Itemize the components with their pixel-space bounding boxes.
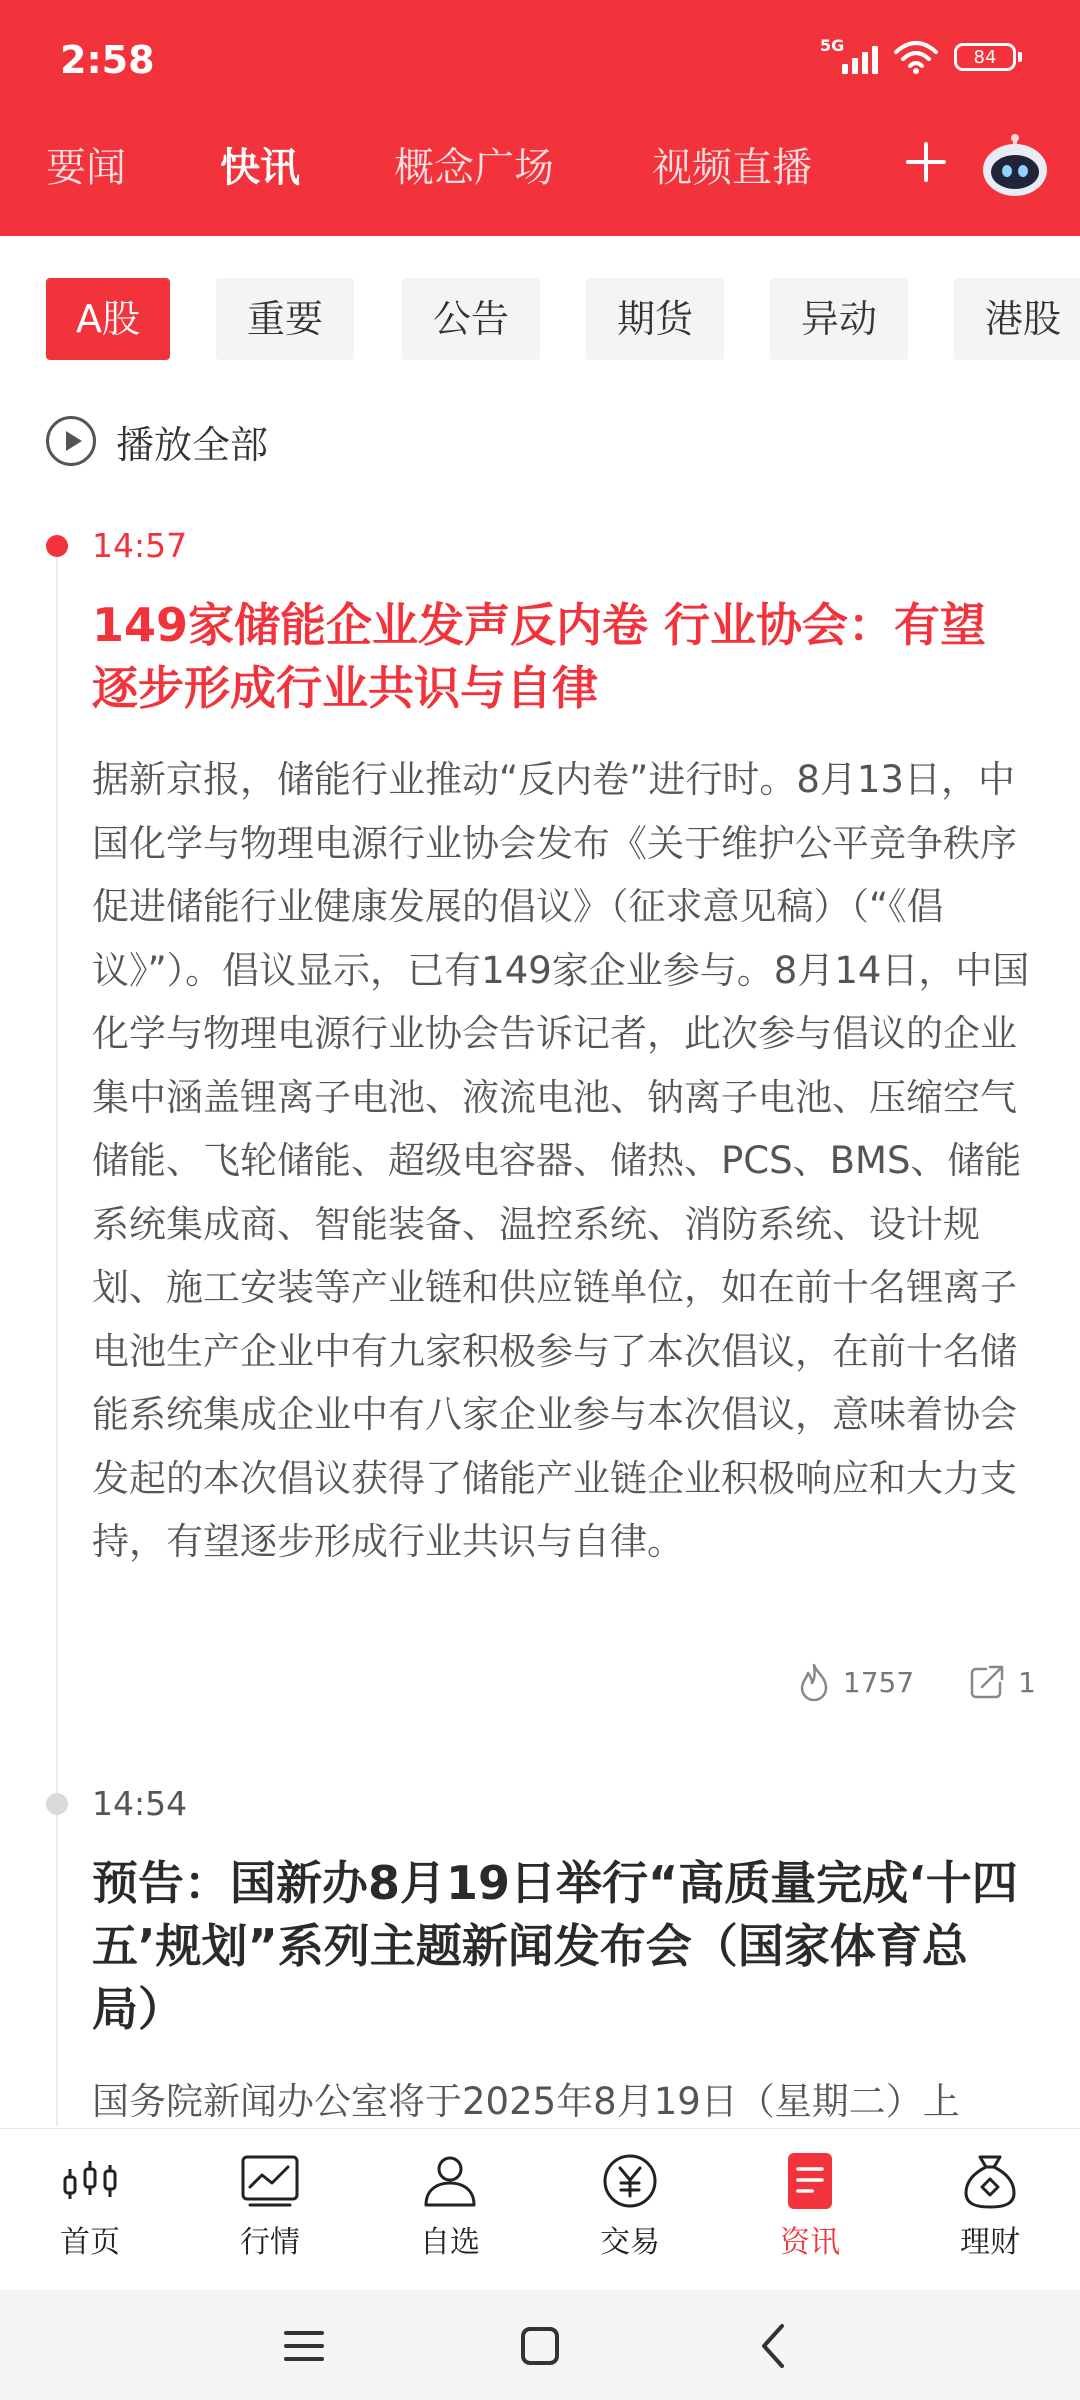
nav-info[interactable] — [720, 2151, 900, 2261]
chip-a-shares[interactable]: A股 — [46, 278, 170, 360]
nav-info-label: 资讯 — [780, 2225, 840, 2260]
share-icon — [968, 1663, 1006, 1701]
status-time: 2:58 — [60, 38, 155, 82]
robot-assistant-icon[interactable] — [980, 134, 1050, 198]
news-body[interactable]: 国务院新闻办公室将于2025年8月19日（星期二）上 — [92, 2080, 960, 2123]
news-title[interactable]: 149家储能企业发声反内卷 行业协会：有望逐步形成行业共识与自律 — [92, 598, 987, 715]
system-navigation-bar — [0, 2290, 1080, 2400]
nav-wealth-label: 理财 — [960, 2225, 1020, 2260]
share-stat[interactable] — [968, 1663, 1036, 1701]
filter-chip-bar — [0, 278, 1080, 360]
nav-watchlist-label: 自选 — [420, 2225, 480, 2260]
tab-news[interactable]: 要闻 — [46, 145, 126, 191]
document-icon — [780, 2151, 840, 2211]
chip-futures[interactable]: 期货 — [586, 278, 724, 360]
yuan-icon — [600, 2151, 660, 2211]
news-stats — [797, 1662, 1036, 1702]
chip-announcement[interactable]: 公告 — [402, 278, 540, 360]
timeline-dot — [46, 1793, 68, 1815]
play-icon — [46, 416, 96, 466]
nav-watchlist[interactable] — [360, 2151, 540, 2261]
bottom-navigation — [0, 2128, 1080, 2291]
nav-market-label: 行情 — [240, 2225, 300, 2260]
nav-wealth[interactable] — [900, 2151, 1080, 2261]
heat-stat — [797, 1662, 914, 1702]
user-icon — [420, 2151, 480, 2211]
news-time: 14:57 — [92, 526, 188, 565]
battery-level: 84 — [973, 46, 997, 68]
chip-movement[interactable]: 异动 — [770, 278, 908, 360]
cellular-signal-icon — [820, 36, 878, 74]
timeline-line — [56, 546, 58, 2126]
nav-trade-label: 交易 — [600, 2225, 660, 2260]
app-header — [0, 0, 1080, 236]
tab-flash[interactable]: 快讯 — [220, 145, 300, 191]
chart-icon — [240, 2151, 300, 2211]
play-all-label: 播放全部 — [116, 422, 269, 467]
share-count: 1 — [1018, 1665, 1036, 1699]
candlestick-icon — [60, 2151, 120, 2211]
menu-icon[interactable] — [274, 2316, 334, 2376]
flame-icon — [797, 1662, 831, 1702]
news-body[interactable]: 据新京报，储能行业推动“反内卷”进行时。8月13日，中国化学与物理电源行业协会发布《关于维护公平竞争秩序促进储能行业健康发展的倡议》（征求意见稿）（“《倡议》”）。倡议显示，已有149家企业参与。8月14日，中国化学与物理电源行业协会告诉记者，此次参与倡议的企业集中涵盖锂离子电池、液流电池、钠离子电池、压缩空气储能、飞轮储能、超级电容器、储热、PCS、BMS、储能系统集成商、智能装备、温控系统、消防系统、设计规划、施工安装等产业链和供应链单位，如在前十名锂离子电池生产企业中有九家积极参与了本次倡议，在前十名储能系统集成企业中有八家企业参与本次倡议，意味着协会发起的本次倡议获得了储能产业链企业积极响应和大力支持，有望逐步形成行业共识与自律。 — [92, 758, 1030, 1563]
status-icons — [820, 36, 1022, 74]
play-all-button[interactable] — [46, 412, 268, 470]
battery-icon — [954, 43, 1022, 71]
chip-important[interactable]: 重要 — [216, 278, 354, 360]
tab-concept-plaza[interactable]: 概念广场 — [394, 145, 554, 191]
heat-count: 1757 — [842, 1665, 915, 1699]
money-bag-icon — [960, 2151, 1020, 2211]
add-channel-plus-icon[interactable] — [906, 142, 946, 182]
back-chevron-icon[interactable] — [744, 2316, 804, 2376]
news-title[interactable]: 预告：国新办8月19日举行“高质量完成‘十四五’规划”系列主题新闻发布会（国家体育总局） — [92, 1856, 1018, 2036]
chip-hk-shares[interactable]: 港股 — [954, 278, 1080, 360]
nav-home-label: 首页 — [60, 2225, 120, 2260]
home-square-icon[interactable] — [510, 2316, 570, 2376]
timeline-dot-active — [46, 535, 68, 557]
news-time: 14:54 — [92, 1784, 188, 1823]
nav-market[interactable] — [180, 2151, 360, 2261]
nav-trade[interactable] — [540, 2151, 720, 2261]
network-type: 5G — [820, 36, 845, 55]
tab-video-live[interactable]: 视频直播 — [652, 145, 812, 191]
wifi-icon — [894, 40, 938, 74]
nav-home[interactable] — [0, 2151, 180, 2261]
